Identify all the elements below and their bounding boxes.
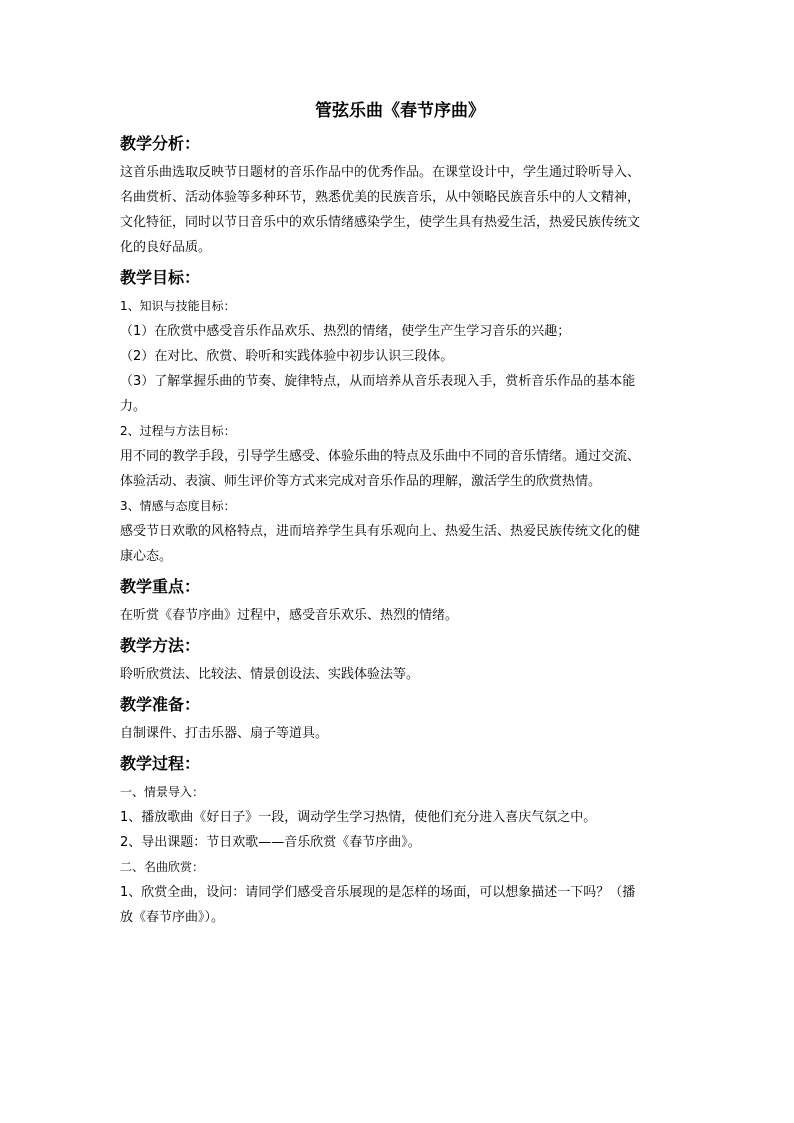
emotion-goal-line: 康心态。 bbox=[120, 549, 173, 564]
key-point-heading: 教学重点： bbox=[120, 577, 201, 596]
process-heading: 教学过程： bbox=[120, 754, 201, 773]
analysis-line: 名曲赏析、活动体验等多种环节，熟悉优美的民族音乐，从中领略民族音乐中的人文精神， bbox=[120, 190, 641, 205]
knowledge-goal-item: （1）在欣赏中感受音乐作品欢乐、热烈的情绪，使学生产生学习音乐的兴趣； bbox=[120, 324, 571, 339]
process-goal-line: 用不同的教学手段，引导学生感受、体验乐曲的特点及乐曲中不同的音乐情绪。通过交流、 bbox=[120, 449, 641, 464]
knowledge-goal-item: （3）了解掌握乐曲的节奏、旋律特点，从而培养从音乐表现入手，赏析音乐作品的基本能 bbox=[120, 374, 636, 389]
key-point-text: 在听赏《春节序曲》过程中，感受音乐欢乐、热烈的情绪。 bbox=[120, 608, 459, 623]
goals-heading: 教学目标： bbox=[120, 268, 201, 287]
knowledge-goal-item: （2）在对比、欣赏、聆听和实践体验中初步认识三段体。 bbox=[120, 349, 454, 364]
knowledge-goal-label: 1、知识与技能目标： bbox=[120, 299, 236, 313]
analysis-heading: 教学分析： bbox=[120, 134, 201, 153]
intro-label: 一、情景导入： bbox=[120, 785, 205, 799]
emotion-goal-label: 3、情感与态度目标： bbox=[120, 499, 236, 513]
appreciation-line: 放《春节序曲》）。 bbox=[120, 910, 225, 925]
method-heading: 教学方法： bbox=[120, 636, 201, 655]
process-goal-line: 体验活动、表演、师生评价等方式来完成对音乐作品的理解，激活学生的欣赏热情。 bbox=[120, 474, 602, 489]
document-title: 管弦乐曲《春节序曲》 bbox=[315, 101, 485, 121]
intro-item: 1、播放歌曲《好日子》一段，调动学生学习热情，使他们充分进入喜庆气氛之中。 bbox=[120, 810, 597, 825]
method-text: 聆听欣赏法、比较法、情景创设法、实践体验法等。 bbox=[120, 667, 420, 682]
preparation-text: 自制课件、打击乐器、扇子等道具。 bbox=[120, 726, 329, 741]
appreciation-label: 二、名曲欣赏： bbox=[120, 860, 205, 874]
intro-item: 2、导出课题：节日欢歌——音乐欣赏《春节序曲》。 bbox=[120, 835, 421, 850]
knowledge-goal-item: 力。 bbox=[120, 399, 147, 414]
appreciation-line: 1、欣赏全曲，设问：请同学们感受音乐展现的是怎样的场面，可以想象描述一下吗？（播 bbox=[120, 885, 636, 900]
analysis-line: 这首乐曲选取反映节日题材的音乐作品中的优秀作品。在课堂设计中，学生通过聆听导入、 bbox=[120, 165, 641, 180]
emotion-goal-line: 感受节日欢歌的风格特点，进而培养学生具有乐观向上、热爱生活、热爱民族传统文化的健 bbox=[120, 524, 641, 539]
process-goal-label: 2、过程与方法目标： bbox=[120, 424, 236, 438]
analysis-line: 化的良好品质。 bbox=[120, 240, 212, 255]
analysis-paragraph bbox=[120, 160, 680, 260]
document-page bbox=[120, 96, 680, 930]
analysis-line: 文化特征，同时以节日音乐中的欢乐情绪感染学生，使学生具有热爱生活，热爱民族传统文 bbox=[120, 215, 641, 230]
preparation-heading: 教学准备： bbox=[120, 695, 201, 714]
